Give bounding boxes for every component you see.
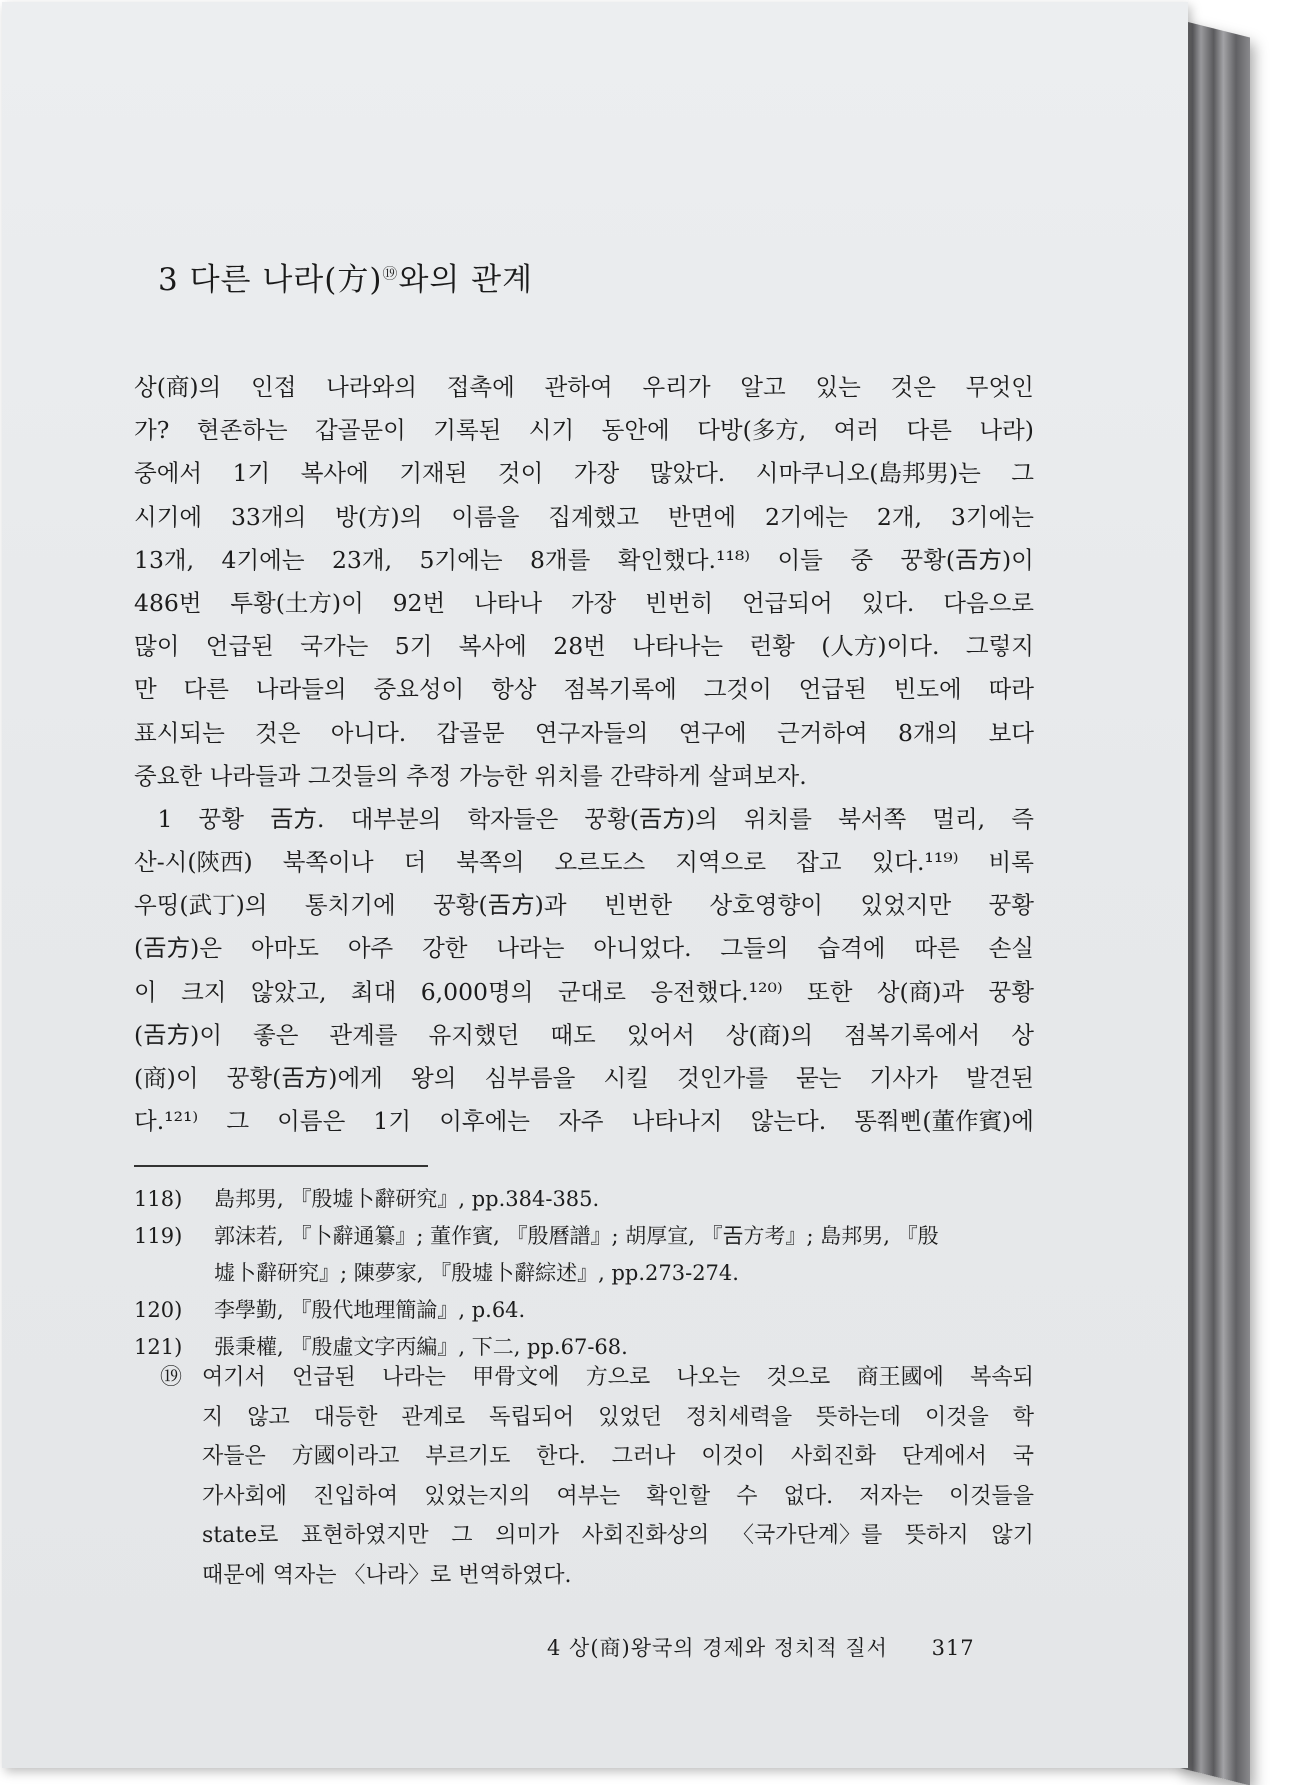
footnote-text: 郭沫若, 『卜辭通纂』; 董作賓, 『殷曆譜』; 胡厚宣, 『𢀛方考』; 島邦男, 『殷: [214, 1224, 939, 1248]
body-line: 중에서 1기 복사에 기재된 것이 가장 많았다. 시마쿠니오(島邦男)는 그: [134, 459, 1034, 488]
body-line: (𢀛方)은 아마도 아주 강한 나라는 아니었다. 그들의 습격에 따른 손실: [134, 934, 1034, 963]
translator-note-line: state로 표현하였지만 그 의미가 사회진화상의 〈국가단계〉를 뜻하지 않기: [202, 1523, 1034, 1548]
translator-note: [160, 1358, 1034, 1595]
body-line: 표시되는 것은 아니다. 갑골문 연구자들의 연구에 근거하여 8개의 보다: [134, 718, 1034, 747]
body-line: 1 꿍황 𢀛方. 대부분의 학자들은 꿍황(𢀛方)의 위치를 북서쪽 멀리, 즉: [134, 804, 1034, 833]
footnote-text: 張秉權, 『殷虛文字丙編』, 下二, pp.67-68.: [214, 1335, 628, 1359]
footnote: [134, 1292, 1034, 1329]
translator-note-line: 때문에 역자는 〈나라〉로 번역하였다.: [202, 1562, 572, 1588]
body-line: 산-시(陝西) 북쪽이나 더 북쪽의 오르도스 지역으로 잡고 있다.¹¹⁹⁾ 비록: [134, 848, 1034, 877]
page-footer: [547, 1632, 975, 1662]
body-line: (𢀛方)이 좋은 관계를 유지했던 때도 있어서 상(商)의 점복기록에서 상: [134, 1020, 1034, 1049]
body-line: 486번 투황(土方)이 92번 나타나 가장 빈번히 언급되어 있다. 다음으로: [134, 588, 1034, 617]
translator-note-line: 여기서 언급된 나라는 甲骨文에 方으로 나오는 것으로 商王國에 복속되: [202, 1365, 1034, 1390]
footnote-text: 墟卜辭研究』; 陳夢家, 『殷墟卜辭綜述』, pp.273-274.: [214, 1261, 739, 1285]
body-line: 많이 언급된 국가는 5기 복사에 28번 나타나는 런황 (人方)이다. 그렇지: [134, 632, 1034, 661]
body-line: 13개, 4기에는 23개, 5기에는 8개를 확인했다.¹¹⁸⁾ 이들 중 꿍황(𢀛方)이: [134, 545, 1034, 574]
section-title-part2: 와의 관계: [398, 262, 534, 298]
body-line: 다.¹²¹⁾ 그 이름은 1기 이후에는 자주 나타나지 않는다. 똥쭤삔(董作賓)에: [134, 1107, 1034, 1136]
footnote-number: 121): [134, 1335, 183, 1359]
footnote-text: 島邦男, 『殷墟卜辭研究』, pp.384-385.: [214, 1187, 600, 1211]
footnote-text: 李學勤, 『殷代地理簡論』, p.64.: [214, 1298, 526, 1322]
section-heading: [158, 254, 533, 299]
footnote: [134, 1218, 1034, 1292]
translator-note-marker: ⑲: [160, 1365, 183, 1390]
translator-note-line: 자들은 方國이라고 부르기도 한다. 그러나 이것이 사회진화 단계에서 국: [202, 1444, 1034, 1469]
book-page: [2, 2, 1188, 1768]
footnote-number: 120): [134, 1298, 183, 1322]
body-line: 중요한 나라들과 그것들의 추정 가능한 위치를 간략하게 살펴보자.: [134, 761, 807, 790]
footnotes: [134, 1181, 1034, 1366]
footnote-number: 118): [134, 1187, 183, 1211]
body-line: 가? 현존하는 갑골문이 기록된 시기 동안에 다방(多方, 여러 다른 나라): [134, 416, 1034, 445]
body-line: 시기에 33개의 방(方)의 이름을 집계했고 반면에 2기에는 2개, 3기에는: [134, 502, 1034, 531]
running-head: 4 상(商)왕국의 경제와 정치적 질서: [547, 1636, 888, 1660]
page-stack-edge: [1180, 20, 1250, 1785]
footnote-divider: [134, 1165, 428, 1167]
body-line: (商)이 꿍황(𢀛方)에게 왕의 심부름을 시킬 것인가를 묻는 기사가 발견된: [134, 1064, 1034, 1092]
body-line: 상(商)의 인접 나라와의 접촉에 관하여 우리가 알고 있는 것은 무엇인: [134, 373, 1034, 401]
section-title-part1: 다른 나라(方): [189, 262, 383, 298]
page-number: 317: [931, 1636, 975, 1660]
translator-note-line: 가사회에 진입하여 있었는지의 여부는 확인할 수 없다. 저자는 이것들을: [202, 1483, 1034, 1509]
footnote: [134, 1181, 1034, 1218]
body-line: 이 크지 않았고, 최대 6,000명의 군대로 응전했다.¹²⁰⁾ 또한 상(商)과 꿍황: [134, 977, 1034, 1006]
body-line: 우띵(武丁)의 통치기에 꿍황(𢀛方)과 빈번한 상호영향이 있었지만 꿍황: [134, 891, 1034, 920]
body-line: 만 다른 나라들의 중요성이 항상 점복기록에 그것이 언급된 빈도에 따라: [134, 675, 1034, 704]
footnote-number: 119): [134, 1224, 183, 1248]
translator-note-line: 지 않고 대등한 관계로 독립되어 있었던 정치세력을 뜻하는데 이것을 학: [202, 1404, 1034, 1430]
note-marker: ⑲: [382, 264, 399, 283]
body-paragraphs: [134, 366, 1034, 1143]
section-number: 3: [158, 262, 179, 298]
